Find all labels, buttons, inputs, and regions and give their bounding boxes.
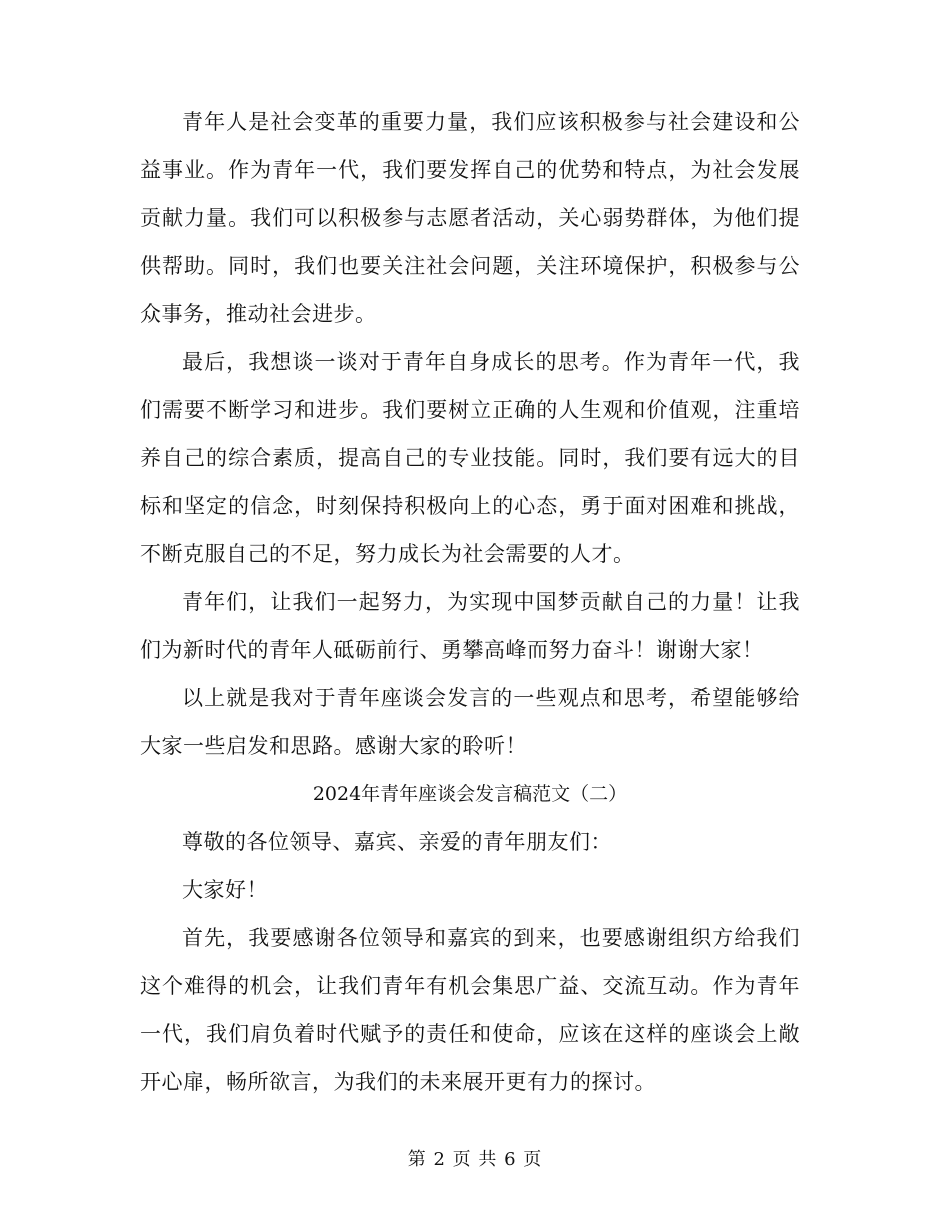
paragraph-call-to-action: 青年们，让我们一起努力，为实现中国梦贡献自己的力量！让我们为新时代的青年人砥砺前行、勇攀高峰而努力奋斗！谢谢大家！	[140, 590, 800, 662]
paragraph-social-participation: 青年人是社会变革的重要力量，我们应该积极参与社会建设和公益事业。作为青年一代，我们要发挥自己的优势和特点，为社会发展贡献力量。我们可以积极参与志愿者活动，关心弱势群体，为他们提供帮助。同时，我们也要关注社会问题，关注环境保护，积极参与公众事务，推动社会进步。	[140, 110, 800, 326]
paragraph-closing: 以上就是我对于青年座谈会发言的一些观点和思考，希望能够给大家一些启发和思路。感谢大家的聆听！	[140, 686, 800, 758]
paragraph-self-growth: 最后，我想谈一谈对于青年自身成长的思考。作为青年一代，我们需要不断学习和进步。我们要树立正确的人生观和价值观，注重培养自己的综合素质，提高自己的专业技能。同时，我们要有远大的目标和坚定的信念，时刻保持积极向上的心态，勇于面对困难和挑战，不断克服自己的不足，努力成长为社会需要的人才。	[140, 350, 800, 566]
document-body	[140, 98, 800, 1106]
paragraph-greeting: 大家好！	[182, 878, 268, 902]
section-title: 2024年青年座谈会发言稿范文（二）	[312, 783, 628, 805]
page-footer: 第 2 页 共 6 页	[407, 1149, 543, 1170]
paragraph-opening: 首先，我要感谢各位领导和嘉宾的到来，也要感谢组织方给我们这个难得的机会，让我们青年有机会集思广益、交流互动。作为青年一代，我们肩负着时代赋予的责任和使命，应该在这样的座谈会上敞开心扉，畅所欲言，为我们的未来展开更有力的探讨。	[140, 926, 800, 1094]
paragraph-salutation: 尊敬的各位领导、嘉宾、亲爱的青年朋友们：	[182, 830, 612, 854]
